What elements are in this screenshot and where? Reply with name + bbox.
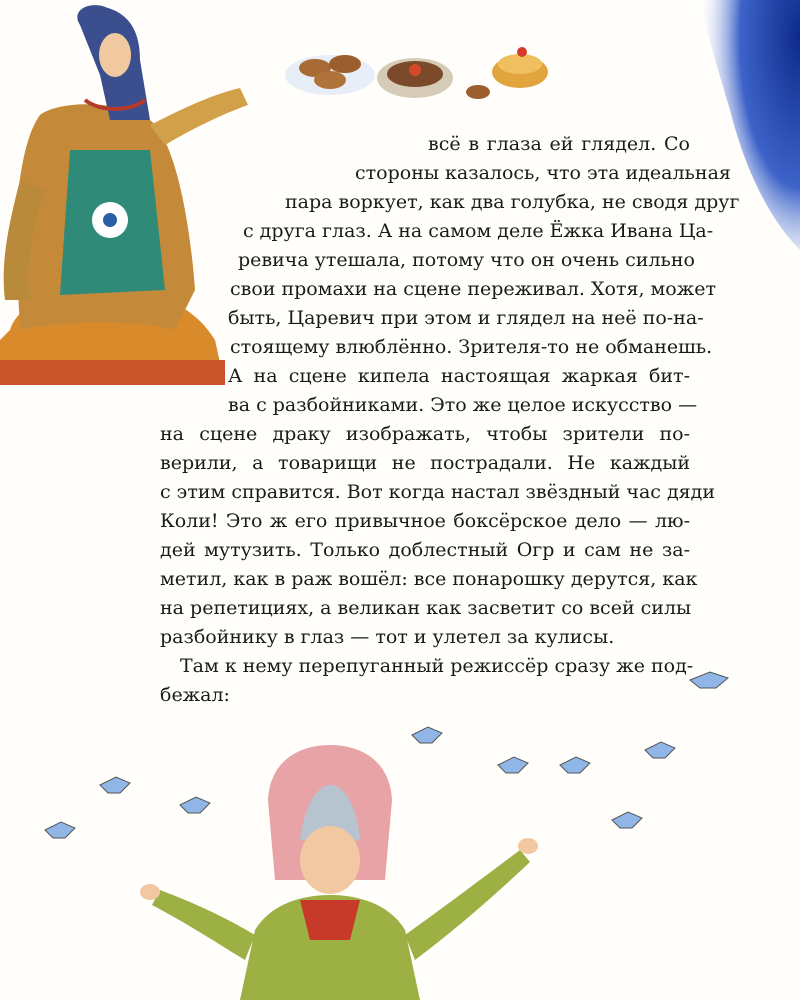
- girl-illustration: [140, 745, 538, 1000]
- text-line-7: быть, Царевич при этом и глядел на неё по-на-: [228, 307, 704, 329]
- text-line-3: пара воркует, как два голубка, не сводя друг: [285, 191, 740, 213]
- text-line-20: бежал:: [160, 684, 230, 706]
- text-line-5: ревича утешала, потому что он очень сильно: [238, 249, 695, 271]
- text-line-6: свои промахи на сцене переживал. Хотя, может: [230, 278, 716, 300]
- text-line-1: всё в глаза ей глядел. Со: [428, 133, 690, 155]
- pastries-illustration: [285, 47, 548, 99]
- text-line-2: стороны казалось, что эта идеальная: [355, 162, 731, 184]
- text-line-10: ва с разбойниками. Это же целое искусство —: [228, 394, 698, 416]
- text-line-15: дей мутузить. Только доблестный Огр и сам не за-: [160, 539, 690, 561]
- text-line-16: метил, как в раж вошёл: все понарошку дерутся, как: [160, 568, 698, 590]
- text-line-19: Там к нему перепуганный режиссёр сразу же под-: [180, 655, 694, 677]
- text-line-11: на сцене драку изображать, чтобы зрители по-: [160, 423, 690, 445]
- text-line-9: А на сцене кипела настоящая жаркая бит-: [228, 365, 690, 387]
- story-text: [0, 130, 800, 706]
- text-line-13: с этим справится. Вот когда настал звёздный час дяди: [160, 481, 716, 503]
- text-line-12: верили, а товарищи не пострадали. Не каждый: [160, 452, 690, 474]
- text-line-17: на репетициях, а великан как засветит со всей силы: [160, 597, 692, 619]
- text-line-18: разбойнику в глаз — тот и улетел за кулисы.: [160, 626, 615, 648]
- text-line-4: с друга глаз. А на самом деле Ёжка Ивана Ца-: [243, 220, 714, 242]
- text-line-14: Коли! Это ж его привычное боксёрское дело — лю-: [160, 510, 690, 532]
- text-line-8: стоящему влюблённо. Зрителя-то не обманешь.: [230, 336, 713, 358]
